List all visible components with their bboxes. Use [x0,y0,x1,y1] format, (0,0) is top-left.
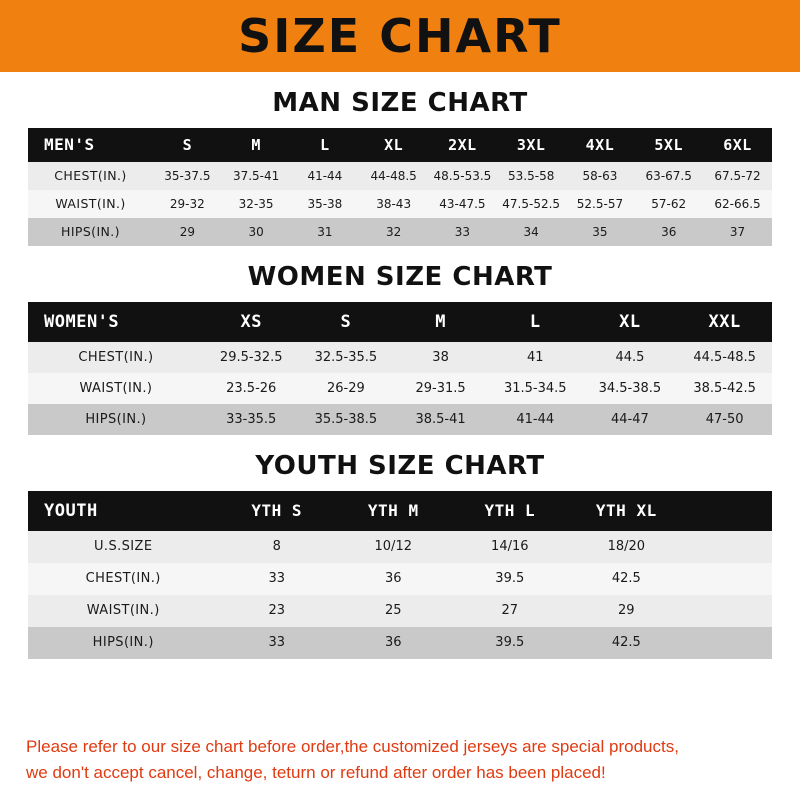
column-header: L [320,136,330,154]
column-header: 5XL [654,136,683,154]
table-cell: 23 [268,603,285,618]
column-header: XS [240,312,262,332]
column-header: YTH M [367,501,419,520]
table-row [28,373,772,404]
column-header: XL [384,136,404,154]
table-cell: 31.5-34.5 [503,381,567,396]
table-cell: 37.5-41 [232,169,280,183]
row-label: WAIST(IN.) [79,381,153,396]
table-cell: 34 [523,225,539,239]
table-cell: 63-67.5 [645,169,692,183]
table-cell: 41 [526,350,544,365]
table-cell: 37 [729,225,746,239]
row-label: CHEST(IN.) [54,168,127,183]
table-cell: 38-43 [376,197,412,211]
table-header-row [28,302,772,342]
section-title-man: MAN SIZE CHART [272,88,528,118]
table-women-sizes [28,302,772,435]
table-cell: 32 [386,225,402,239]
table-cell: 57-62 [651,197,687,211]
table-cell: 58-63 [582,169,618,183]
table-row [28,531,772,563]
table-cell: 29 [179,225,195,239]
table-cell: 23.5-26 [226,381,277,396]
table-man-sizes [28,128,772,246]
table-header-row [28,128,772,162]
column-header: L [529,312,541,332]
table-cell: 14/16 [491,539,529,554]
column-header: M [435,312,446,332]
column-header: 6XL [723,136,752,154]
table-cell: 42.5 [611,635,641,650]
footer-line-2: we don't accept cancel, change, teturn or refund after order has been placed! [26,763,606,782]
table-cell: 31 [317,225,333,239]
table-cell: 48.5-53.5 [433,169,492,183]
table-cell: 33 [268,571,285,586]
table-cell: 25 [384,603,402,618]
table-cell: 8 [272,539,281,554]
table-cell: 27 [501,603,519,618]
table-row [28,190,772,218]
table-cell: 42.5 [611,571,641,586]
table-cell-empty [685,531,772,563]
table-cell: 67.5-72 [714,169,761,183]
table-cell: 53.5-58 [508,169,555,183]
column-header-spacer [685,491,772,531]
table-cell: 30 [248,225,264,239]
table-cell: 62-66.5 [714,197,761,211]
row-label: CHEST(IN.) [85,571,161,586]
column-header: YTH L [484,501,536,520]
column-header: S [182,136,193,154]
table-row [28,627,772,659]
table-cell: 44.5-48.5 [693,350,756,365]
column-header: YOUTH [44,501,98,521]
table-cell: 43-47.5 [439,197,486,211]
table-cell: 36 [384,571,402,586]
table-cell: 36 [384,635,402,650]
column-header: 2XL [448,136,477,154]
table-cell: 39.5 [495,635,525,650]
table-cell: 35.5-38.5 [314,412,378,427]
table-cell: 18/20 [607,539,646,554]
table-cell-empty [685,627,772,659]
table-cell: 44-48.5 [370,169,417,183]
table-cell: 33-35.5 [226,412,277,427]
row-label: WAIST(IN.) [55,196,126,211]
section-women-size-chart [0,262,800,435]
column-header: XXL [708,312,741,332]
section-title-women: WOMEN SIZE CHART [247,262,553,292]
row-label: U.S.SIZE [94,539,153,554]
table-cell: 38 [432,350,449,365]
column-header: YTH S [251,501,303,520]
table-cell: 26-29 [327,381,365,396]
table-cell: 29.5-32.5 [219,350,283,365]
table-cell: 44.5 [615,350,645,365]
table-cell: 29 [618,603,635,618]
column-header: S [340,312,352,332]
column-header: YTH XL [595,501,657,520]
table-cell: 38.5-42.5 [693,381,756,396]
table-cell: 10/12 [374,539,412,554]
column-header: XL [619,312,641,332]
column-header: M [251,136,261,154]
table-cell: 33 [454,225,471,239]
table-cell: 33 [268,635,285,650]
table-row [28,595,772,627]
table-cell: 39.5 [495,571,525,586]
table-cell: 36 [661,225,677,239]
column-header: MEN'S [44,135,95,154]
table-youth-sizes [28,491,772,659]
row-label: WAIST(IN.) [86,603,160,618]
table-cell: 34.5-38.5 [598,381,662,396]
table-cell: 32-35 [238,197,274,211]
row-label: HIPS(IN.) [85,412,147,427]
column-header: WOMEN'S [44,312,120,332]
table-row [28,162,772,190]
table-cell: 47.5-52.5 [502,197,561,211]
table-cell: 38.5-41 [415,412,466,427]
table-cell: 41-44 [516,412,555,427]
footer-disclaimer [0,734,800,786]
table-cell: 35 [592,225,608,239]
table-cell-empty [685,595,772,627]
table-header-row [28,491,772,531]
column-header: 4XL [585,136,615,154]
section-man-size-chart [0,88,800,246]
table-cell: 29-31.5 [415,381,466,396]
page-title: SIZE CHART [238,9,562,63]
row-label: HIPS(IN.) [61,224,120,239]
table-cell: 44-47 [611,412,649,427]
table-row [28,342,772,373]
footer-line-1: Please refer to our size chart before order,the customized jerseys are special products, [26,737,679,756]
row-label: HIPS(IN.) [92,635,154,650]
table-cell: 29-32 [169,197,205,211]
row-label: CHEST(IN.) [78,350,154,365]
table-cell-empty [685,563,772,595]
section-youth-size-chart [0,451,800,659]
table-cell: 35-38 [307,197,343,211]
table-cell: 52.5-57 [576,197,624,211]
table-row [28,563,772,595]
table-cell: 41-44 [307,169,343,183]
section-title-youth: YOUTH SIZE CHART [255,451,545,481]
table-cell: 47-50 [705,412,744,427]
table-row [28,218,772,246]
table-cell: 35-37.5 [164,169,211,183]
column-header: 3XL [516,136,546,154]
header-banner [0,0,800,72]
table-cell: 32.5-35.5 [314,350,378,365]
table-row [28,404,772,435]
